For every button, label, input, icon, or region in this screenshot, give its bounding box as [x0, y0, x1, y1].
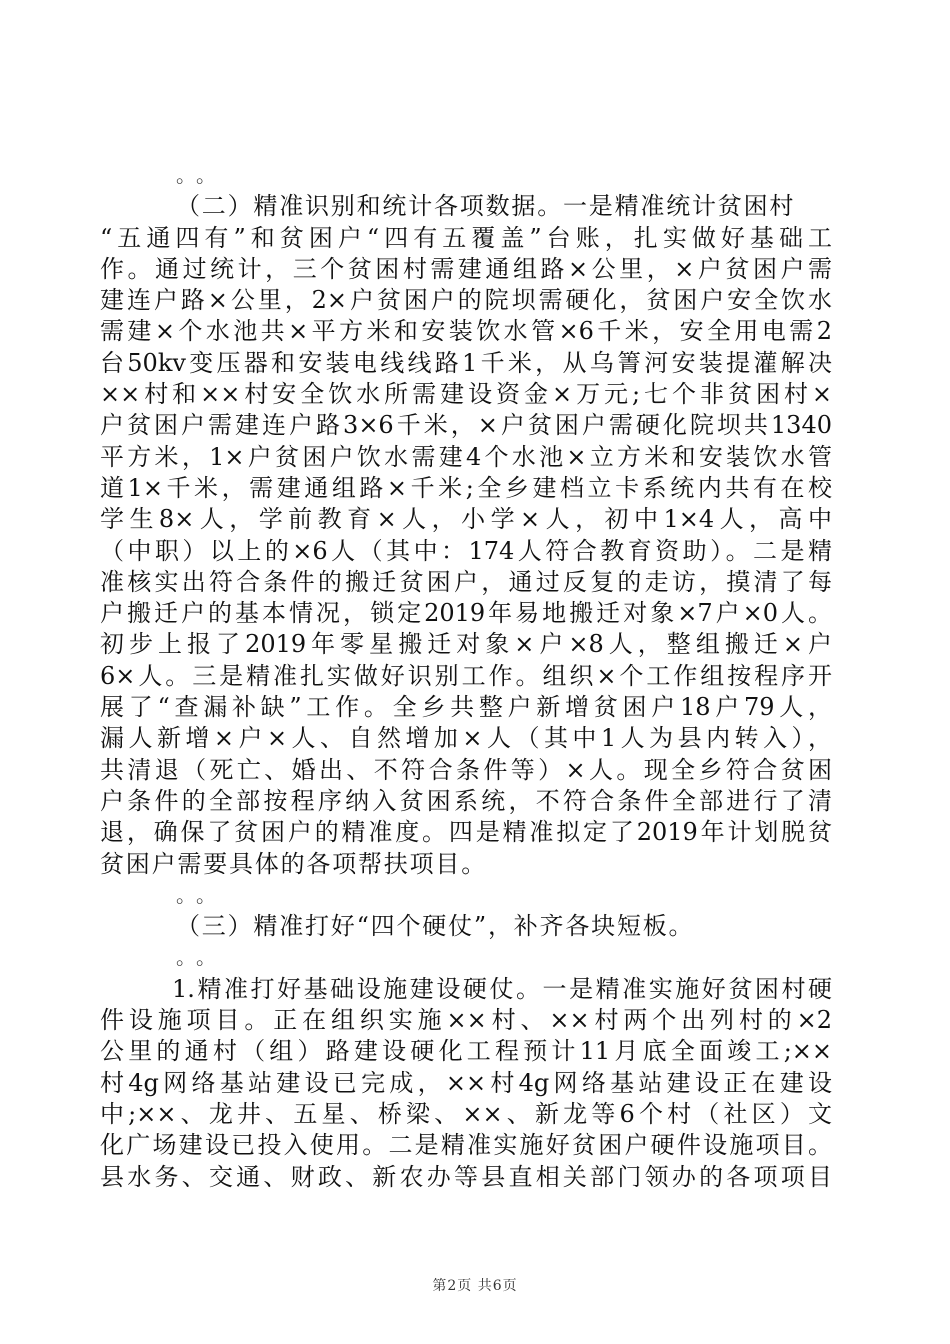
- text-line: ××村和××村安全饮水所需建设资金×万元;七个非贫困村×: [100, 380, 832, 409]
- text-line: 户条件的全部按程序纳入贫困系统，不符合条件全部进行了清: [100, 786, 832, 815]
- text-line: 共清退（死亡、婚出、不符合条件等）×人。现全乡符合贫困: [100, 755, 832, 784]
- text-line: 平方米，1×户贫困户饮水需建4个水池×立方米和安装饮水管: [100, 442, 832, 471]
- text-line: 6×人。三是精准扎实做好识别工作。组织×个工作组按程序开: [100, 661, 832, 690]
- text-line: 需建×个水池共×平方米和安装饮水管×6千米，安全用电需2: [100, 317, 832, 346]
- text-line: 贫困户需要具体的各项帮扶项目。: [100, 849, 487, 878]
- subsection-heading-1: 1.精准打好基础设施建设硬仗。一是精准实施好贫困村硬: [172, 974, 832, 1003]
- page-number-footer: 第2页 共6页: [432, 1278, 518, 1294]
- text-line: 道1×千米，需建通组路×千米;全乡建档立卡系统内共有在校: [100, 473, 832, 502]
- paragraph-heading-3: （三）精准打好“四个硬仗”，补齐各块短板。: [176, 912, 695, 941]
- text-line: 初步上报了2019年零星搬迁对象×户×8人，整组搬迁×户: [100, 630, 832, 659]
- text-line: 漏人新增×户×人、自然增加×人（其中1人为县内转入），: [100, 724, 832, 753]
- ellipsis-marker: 。。: [176, 163, 226, 187]
- text-line: 户搬迁户的基本情况，锁定2019年易地搬迁对象×7户×0人。: [100, 599, 832, 628]
- text-line: “五通四有”和贫困户“四有五覆盖”台账，扎实做好基础工: [100, 223, 832, 252]
- text-line: 县水务、交通、财政、新农办等县直相关部门领办的各项项目: [100, 1162, 832, 1191]
- text-line: （中职）以上的×6人（其中：174人符合教育资助）。二是精: [100, 536, 832, 565]
- text-line: 件设施项目。正在组织实施××村、××村两个出列村的×2: [100, 1006, 832, 1035]
- text-line: 中;××、龙井、五星、桥梁、××、新龙等6个村（社区）文: [100, 1099, 832, 1128]
- text-line: 退，确保了贫困户的精准度。四是精准拟定了2019年计划脱贫: [100, 818, 832, 847]
- text-line: 村4g网络基站建设已完成，××村4g网络基站建设正在建设: [100, 1068, 832, 1097]
- text-line: 展了“查漏补缺”工作。全乡共整户新增贫困户18户79人，: [100, 693, 832, 722]
- text-line: 准核实出符合条件的搬迁贫困户，通过反复的走访，摸清了每: [100, 567, 832, 596]
- document-body: [100, 160, 832, 1193]
- paragraph-heading-2: （二）精准识别和统计各项数据。一是精准统计贫困村: [176, 192, 796, 221]
- text-line: 学生8×人，学前教育×人，小学×人，初中1×4人，高中: [100, 505, 832, 534]
- text-line: 作。通过统计，三个贫困村需建通组路×公里，×户贫困户需: [100, 254, 832, 283]
- text-line: 公里的通村（组）路建设硬化工程预计11月底全面竣工;××: [100, 1037, 832, 1066]
- text-line: 台50kv变压器和安装电线线路1千米，从乌箐河安装提灌解决: [100, 348, 832, 377]
- text-line: 化广场建设已投入使用。二是精准实施好贫困户硬件设施项目。: [100, 1131, 832, 1160]
- text-line: 户贫困户需建连户路3×6千米，×户贫困户需硬化院坝共1340: [100, 411, 832, 440]
- ellipsis-marker: 。。: [176, 882, 226, 907]
- text-line: 建连户路×公里，2×户贫困户的院坝需硬化，贫困户安全饮水: [100, 286, 832, 315]
- ellipsis-marker: 。。: [176, 945, 226, 970]
